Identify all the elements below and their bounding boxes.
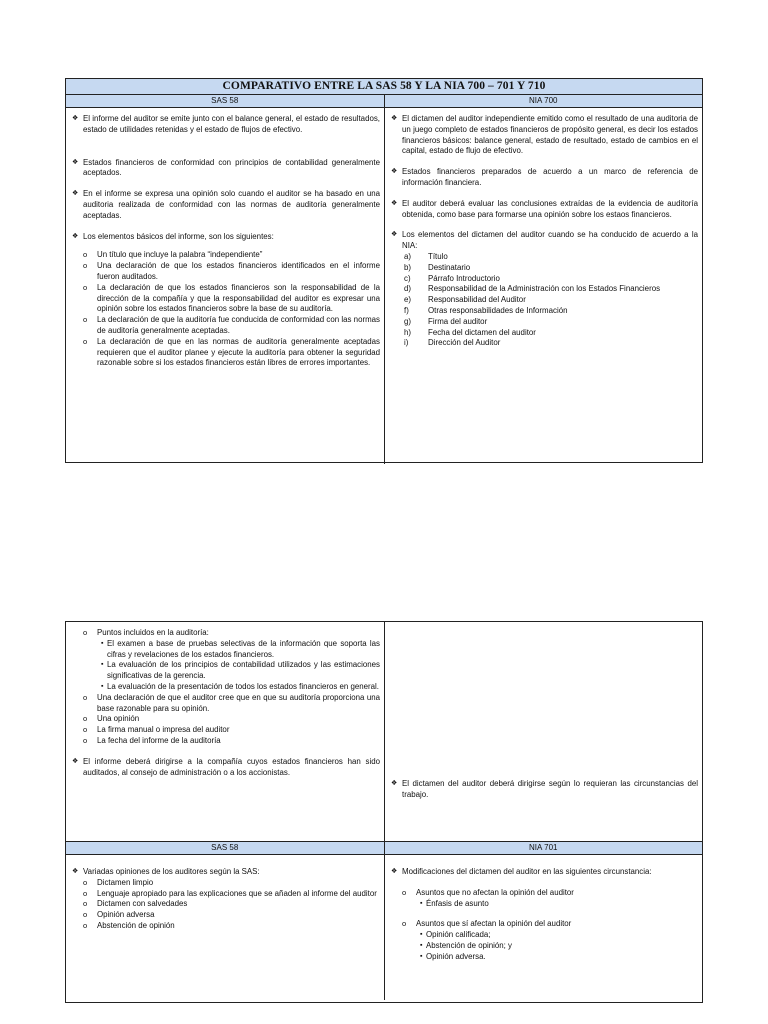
body-row-2 bbox=[66, 622, 702, 842]
list-item: ▪ La evaluación de los principios de contabilidad utilizados y las estimaciones significativas de la gerencia. bbox=[71, 660, 380, 682]
list-item: o Asuntos que no afectan la opinión del auditor bbox=[390, 888, 698, 899]
nia701-column bbox=[384, 855, 702, 1000]
header-nia701: NIA 701 bbox=[384, 842, 703, 854]
list-item: o Dictamen con salvedades bbox=[71, 899, 380, 910]
list-item: o La declaración de que los estados financieros son la responsabilidad de la dirección de la compañía y que la responsabilidad del auditor es expresar una opinión sobre los estados financieros sobre la base de su auditoría. bbox=[71, 283, 380, 315]
list-item: o La firma manual o impresa del auditor bbox=[71, 725, 380, 736]
list-item: ▪ El examen a base de pruebas selectivas de la información que soporta las cifras y revelaciones de los estados financieros. bbox=[71, 639, 380, 661]
comparison-table-1 bbox=[65, 78, 703, 463]
bullet-paragraph: ❖ En el informe se expresa una opinión solo cuando el auditor se ha basado en una auditoria realizada de conformidad con las normas de auditoría generalmente aceptadas. bbox=[71, 189, 380, 221]
body-row-1 bbox=[66, 108, 702, 464]
nia700-column bbox=[384, 108, 702, 464]
body-row-3 bbox=[66, 855, 702, 1000]
list-item: c) Párrafo Introductorio bbox=[404, 273, 500, 283]
list-item: o Una opinión bbox=[71, 714, 380, 725]
list-item: f) Otras responsabilidades de Información bbox=[404, 305, 568, 315]
list-item: e) Responsabilidad del Auditor bbox=[404, 295, 526, 305]
list-item: i) Dirección del Auditor bbox=[404, 338, 501, 348]
header-sas58: SAS 58 bbox=[211, 843, 239, 852]
list-item: ▪ La evaluación de la presentación de todos los estados financieros en general. bbox=[71, 682, 380, 693]
list-item: o La fecha del informe de la auditoría bbox=[71, 736, 380, 747]
list-item: o La declaración de que la auditoría fue conducida de conformidad con las normas de auditoría generalmente aceptadas. bbox=[71, 315, 380, 337]
bullet-paragraph: ❖ El informe del auditor se emite junto con el balance general, el estado de resultados, estado de utilidades retenidas y el estado de flujos de efectivo. bbox=[71, 114, 380, 136]
list-item: o Abstención de opinión bbox=[71, 921, 380, 932]
list-item: h) Fecha del dictamen del auditor bbox=[404, 327, 536, 337]
list-item: o Una declaración de que los estados financieros identificados en el informe fueron auditados. bbox=[71, 261, 380, 283]
sas58-opinions-column bbox=[66, 855, 384, 1000]
list-item: ▪ Opinión calificada; bbox=[390, 930, 698, 941]
header-row bbox=[66, 95, 702, 108]
list-item: o Asuntos que sí afectan la opinión del auditor bbox=[390, 919, 698, 930]
header-sas58: SAS 58 bbox=[211, 96, 239, 105]
bullet-paragraph: ❖ Variadas opiniones de los auditores según la SAS: bbox=[71, 867, 380, 878]
bullet-paragraph: ❖ Modificaciones del dictamen del auditor en las siguientes circunstancia: bbox=[390, 867, 698, 878]
list-item: ▪ Opinión adversa. bbox=[390, 952, 698, 963]
list-item: d) Responsabilidad de la Administración con los Estados Financieros bbox=[404, 284, 661, 294]
sas58-column bbox=[66, 108, 384, 464]
list-item: o Dictamen limpio bbox=[71, 878, 380, 889]
list-item: o Opinión adversa bbox=[71, 910, 380, 921]
list-item: o La declaración de que en las normas de auditoría generalmente aceptadas requieren que el auditor planee y ejecute la auditoría para obtener la seguridad razonable sobre si los estados financieros están libres de errores importantes. bbox=[71, 337, 380, 369]
list-item: g) Firma del auditor bbox=[404, 316, 488, 326]
list-item: ▪ Abstención de opinión; y bbox=[390, 941, 698, 952]
list-item: ▪ Énfasis de asunto bbox=[390, 899, 698, 910]
bullet-paragraph: ❖ El dictamen del auditor deberá dirigirse según lo requieran las circunstancias del trabajo. bbox=[390, 779, 698, 801]
bullet-paragraph: ❖ Los elementos del dictamen del auditor cuando se ha conducido de acuerdo a la NIA: bbox=[390, 230, 698, 252]
bullet-paragraph: ❖ El informe deberá dirigirse a la compañía cuyos estados financieros han sido auditados, al consejo de administración o a los accionistas. bbox=[71, 757, 380, 779]
sas58-continued-column bbox=[66, 622, 384, 841]
bullet-paragraph: ❖ Estados financieros preparados de acuerdo a un marco de referencia de información financiera. bbox=[390, 167, 698, 189]
comparison-table-2 bbox=[65, 621, 703, 1003]
header-nia700: NIA 700 bbox=[384, 95, 703, 107]
list-item: a) Título bbox=[404, 251, 448, 261]
header-row-2 bbox=[66, 842, 702, 855]
list-item: o Puntos incluidos en la auditoría: bbox=[71, 628, 380, 639]
list-item: o Un título que incluye la palabra “independiente” bbox=[71, 250, 380, 261]
bullet-paragraph: ❖ Estados financieros de conformidad con principios de contabilidad generalmente aceptados. bbox=[71, 158, 380, 180]
list-item: o Una declaración de que el auditor cree que en que su auditoría proporciona una base razonable para su opinión. bbox=[71, 693, 380, 715]
bullet-paragraph: ❖ El auditor deberá evaluar las conclusiones extraídas de la evidencia de auditoría obtenida, como base para formarse una opinión sobre los estaos financieros. bbox=[390, 199, 698, 221]
list-item: o Lenguaje apropiado para las explicaciones que se añaden al informe del auditor bbox=[71, 889, 380, 900]
nia700-continued-column bbox=[384, 622, 702, 841]
list-item: b) Destinatario bbox=[404, 262, 471, 272]
table-title: COMPARATIVO ENTRE LA SAS 58 Y LA NIA 700 – 701 Y 710 bbox=[66, 79, 702, 95]
bullet-paragraph: ❖ Los elementos básicos del informe, son los siguientes: bbox=[71, 232, 380, 243]
bullet-paragraph: ❖ El dictamen del auditor independiente emitido como el resultado de una auditoria de un juego completo de estados financieros de propósito general, es decir los estados financieros básicos: balance general, estado de resultado, estado de cambios en el capital, estado de flujo de efectivo. bbox=[390, 114, 698, 157]
